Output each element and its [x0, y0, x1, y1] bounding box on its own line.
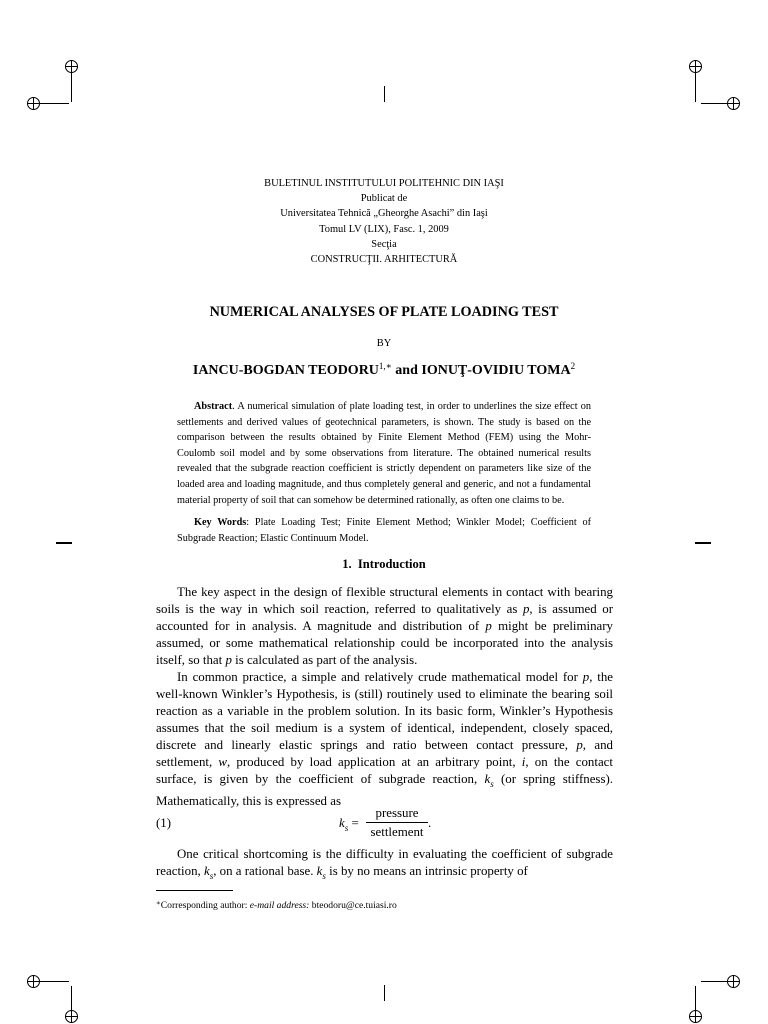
registration-mark-icon [689, 1010, 702, 1023]
side-tick [56, 542, 72, 544]
crop-mark [40, 981, 69, 982]
section-name: CONSTRUCŢII. ARHITECTURĂ [310, 254, 458, 266]
fraction-denominator: settlement [370, 825, 424, 839]
registration-mark-icon [689, 60, 702, 73]
abstract-label: Abstract [194, 401, 233, 412]
section-heading [0, 557, 768, 572]
fraction-numerator: pressure [375, 806, 419, 820]
equation-end: . [428, 816, 432, 830]
keywords-text: : Plate Loading Test; Finite Element Method; Winkler Model; Coefficient of Subgrade Reaction; Elastic Continuum Model. [177, 517, 591, 544]
author-line [0, 361, 768, 379]
center-tick [384, 985, 385, 1001]
equation-number: (1) [156, 816, 172, 830]
section-label: Secţia [371, 238, 397, 250]
crop-mark [701, 981, 728, 982]
paper-title: NUMERICAL ANALYSES OF PLATE LOADING TEST [209, 304, 559, 320]
crop-mark [40, 103, 69, 104]
affiliation-marker: 1,∗ [378, 361, 392, 371]
volume-info: Tomul LV (LIX), Fasc. 1, 2009 [319, 223, 449, 235]
by-label: BY [376, 338, 392, 349]
footnote: ∗Corresponding author: e-mail address: bteodoru@ce.tuiasi.ro [156, 899, 397, 911]
footnote-marker: ∗ [156, 899, 161, 907]
author-joiner: and [391, 363, 422, 378]
author-name: IONUŢ-OVIDIU TOMA [421, 363, 571, 378]
registration-mark-icon [27, 97, 40, 110]
section-number: 1. [342, 557, 352, 571]
equation-lhs: $k_s$ = [339, 816, 359, 833]
journal-header [0, 176, 768, 267]
equation-fraction [366, 805, 428, 840]
footnote-rule [156, 890, 233, 891]
registration-mark-icon [727, 97, 740, 110]
publisher-name: Universitatea Tehnică „Gheorghe Asachi” din Iaşi [280, 208, 488, 220]
abstract [177, 399, 591, 508]
affiliation-marker: 2 [570, 361, 576, 371]
registration-mark-icon [65, 60, 78, 73]
crop-mark [701, 103, 728, 104]
publisher-label: Publicat de [360, 193, 408, 205]
author-name: IANCU-BOGDAN TEODORU [192, 363, 379, 378]
registration-mark-icon [727, 975, 740, 988]
fraction-bar [366, 822, 428, 823]
body-paragraph: One critical shortcoming is the difficulty in evaluating the coefficient of subgrade reaction, $k_s$, on a rational base. $k_s$ is by no means an intrinsic property of [156, 847, 613, 881]
registration-mark-icon [65, 1010, 78, 1023]
side-tick [695, 542, 711, 544]
section-title: Introduction [357, 557, 426, 571]
registration-mark-icon [27, 975, 40, 988]
footnote-email: bteodoru@ce.tuiasi.ro [309, 900, 397, 911]
body-paragraph: The key aspect in the design of flexible structural elements in contact with bearing soils is the way in which soil reaction, referred to qualitatively as p, is assumed or accounted for in analysis. A magnitude and distribution of p might be preliminary assumed, or some mathematical relationship could be incorporated into the analysis itself, so that p is calculated as part of the analysis. [156, 585, 613, 667]
keywords [177, 515, 591, 546]
center-tick [384, 86, 385, 102]
body-paragraph: In common practice, a simple and relatively crude mathematical model for p, the well-known Winkler’s Hypothesis, is (still) routinely used to eliminate the bearing soil reaction as a variable in the problem solution. In its basic form, Winkler’s Hypothesis assumes that the soil medium is a system of identical, independent, closely spaced, discrete and linearly elastic springs and ratio between contact pressure, p, and settlement, w, produced by load application at an arbitrary point, i, on the contact surface, is given by the coefficient of subgrade reaction, $k_s$ (or spring stiffness). Mathematically, this is expressed as [156, 670, 613, 808]
keywords-label: Key Words [194, 517, 247, 528]
equation [156, 805, 613, 841]
abstract-text: . A numerical simulation of plate loading test, in order to underlines the size effect on settlements and derived values of geotechnical parameters, is shown. The study is based on the comparison between the results obtained by Finite Element Method (FEM) using the Mohr-Coulomb soil model and by some observations from literature. The obtained numerical results revealed that the subgrade reaction coefficient is strictly dependent on parameters like size of the loaded area and loading magnitude, and thus completely general and generic, and not a fundamental material property of soil that can somehow be determined rationally, as often one claims to be. [177, 401, 591, 506]
journal-name: BULETINUL INSTITUTULUI POLITEHNIC DIN IAŞI [264, 178, 504, 189]
